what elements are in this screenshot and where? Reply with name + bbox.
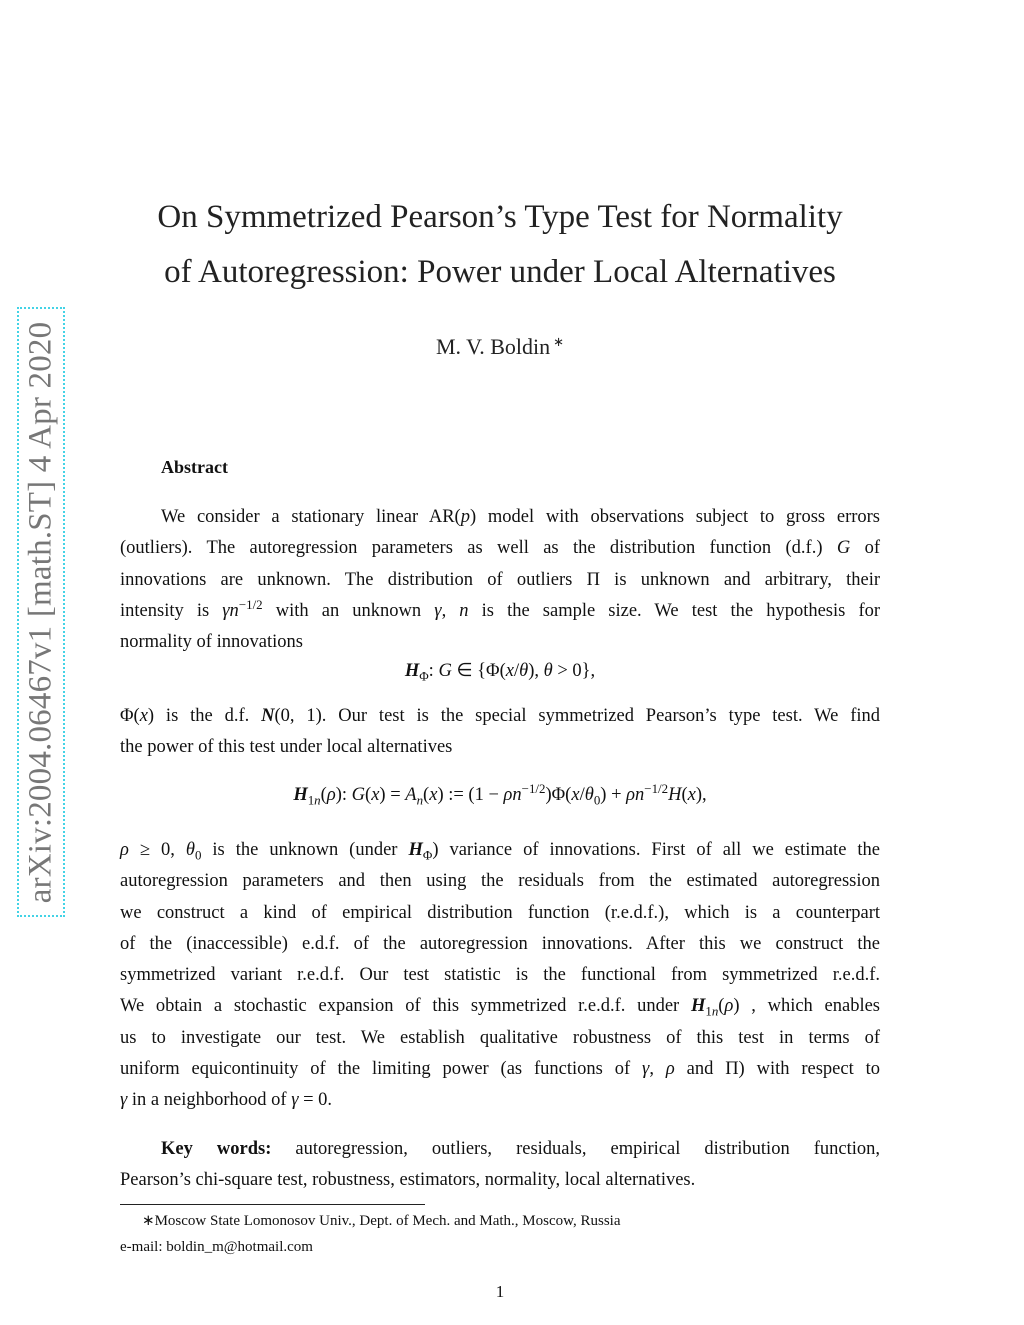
- keywords: [120, 1134, 880, 1197]
- footnote-email: e-mail: boldin_m@hotmail.com: [120, 1239, 313, 1255]
- footnote-divider: [120, 1204, 425, 1205]
- footnote-affiliation: ∗Moscow State Lomonosov Univ., Dept. of Mech. and Math., Moscow, Russia: [142, 1213, 621, 1229]
- paper-title: [120, 190, 880, 300]
- abstract-heading: Abstract: [161, 457, 228, 477]
- abstract-paragraph-3: ρ ≥ 0, $\theta_0$ is the unknown (under $H_\Phi$) variance of innovations. First of all we estimate the autoregression parameters and then using the residuals from the estimated autoregression we construct a kind of empirical distribution function (r.e.d.f.), which is a counterpart of the (inaccessible) e.d.f. of the autoregression innovations. After this we construct the symmetrized variant r.e.d.f. Our test statistic is the functional from symmetrized r.e.d.f. We obtain a stochastic expansion of this symmetrized r.e.d.f. under $H_{1n}(\rho)$ , which enables us to investigate our test. We establish qualitative robustness of this test in terms of uniform equicontinuity of the limiting power (as functions of γ, ρ and Π) with respect to γ in a neighborhood of γ = 0.: [120, 840, 881, 1111]
- equation-h-phi: $H_\Phi$: G ∈ {Φ(x/θ), θ > 0},: [404, 661, 596, 684]
- abstract-paragraph-1: We consider a stationary linear AR(p) model with observations subject to gross errors (outliers). The autoregression parameters as well as the distribution function (d.f.) G of innovations are unknown. The distribution of outliers Π is unknown and arbitrary, their intensity is $\gamma n^{-1/2}$ with an unknown γ, n is the sample size. We test the hypothesis for normality of innovations: [120, 507, 881, 653]
- keywords-line-2: Pearson’s chi-square test, robustness, estimators, normality, local alternatives.: [120, 1170, 696, 1191]
- title-line-2: of Autoregression: Power under Local Alternatives: [164, 254, 836, 290]
- arxiv-id: arXiv:2004.06467v1 [math.ST] 4 Apr 2020: [22, 321, 59, 903]
- title-line-1: On Symmetrized Pearson’s Type Test for Normality: [157, 199, 843, 235]
- footnote: [120, 1208, 880, 1260]
- abstract-paragraph-2: Φ(x) is the d.f. N(0, 1). Our test is the special symmetrized Pearson’s type test. We find the power of this test under local alternatives: [120, 706, 880, 758]
- author-name: M. V. Boldin: [435, 334, 551, 359]
- keywords-line-1: autoregression, outliers, residuals, empirical distribution function,: [271, 1139, 880, 1159]
- author-footnote-mark: ∗: [553, 333, 565, 349]
- keywords-label: Key words:: [161, 1139, 272, 1159]
- page-number: 1: [495, 1282, 505, 1301]
- arxiv-stamp: [17, 307, 65, 917]
- equation-h1n: $H_{1n}(\rho)$: $G(x) = A_n(x)$ := $(1 - \rho n^{-1/2})\Phi(x/\theta_0) + \rho n^{-1/2}H(x)$,: [293, 780, 707, 808]
- author: [120, 334, 880, 360]
